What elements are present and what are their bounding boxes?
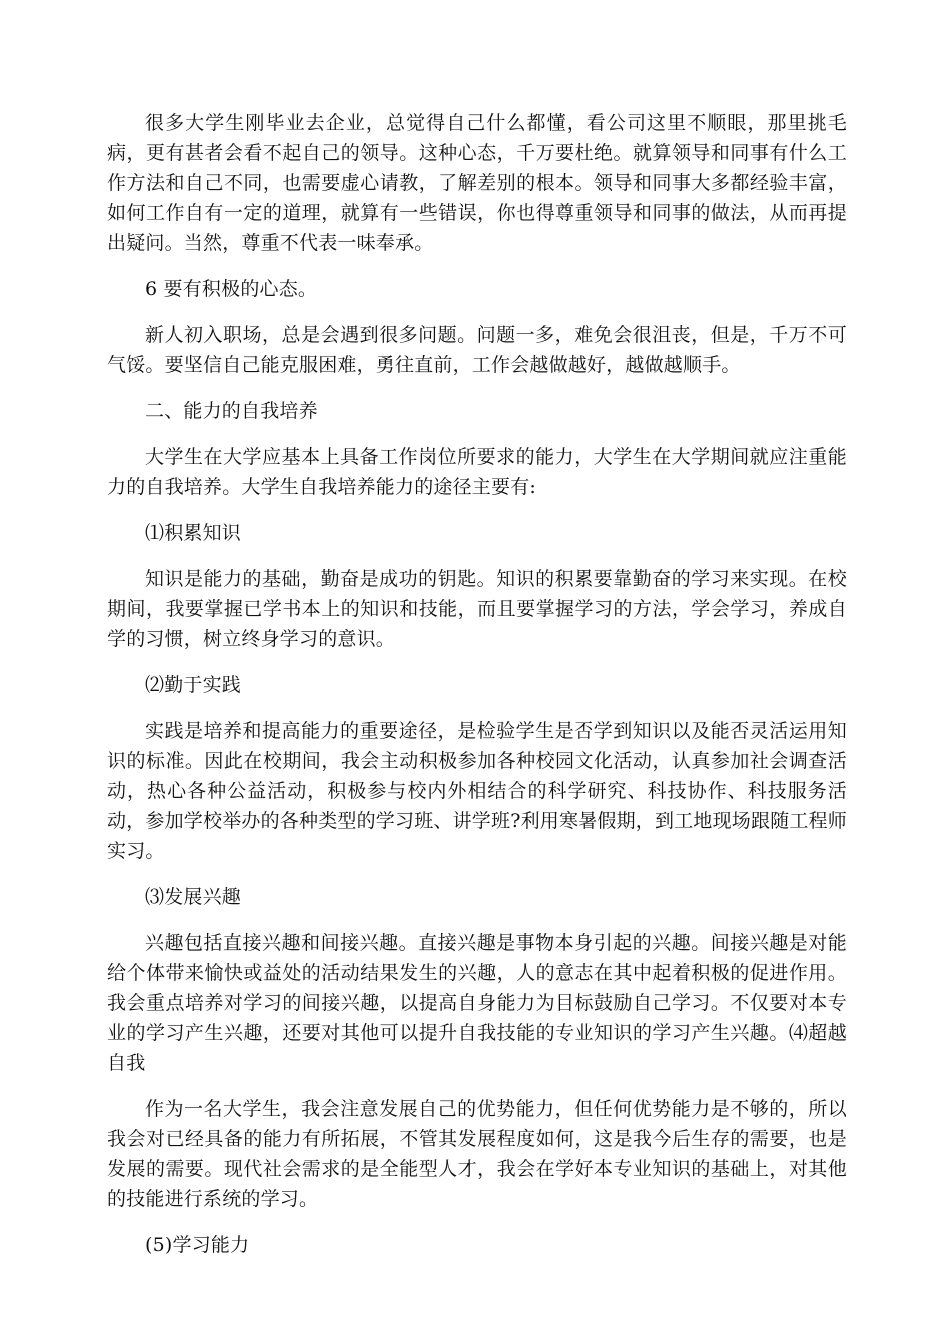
heading-learning-ability: (5)学习能力 (145, 1234, 250, 1256)
heading-positive-attitude: 6 要有积极的心态。 (145, 278, 318, 300)
paragraph-respect-colleagues: 很多大学生刚毕业去企业，总觉得自己什么都懂，看公司这里不顺眼，那里挑毛病，更有甚者会看不起自己的领导。这种心态，千万要杜绝。就算领导和同事有什么工作方法和自己不同，也需要虚心请教，了解差别的根本。领导和同事大多都经验丰富，如何工作自有一定的道理，就算有一些错误，你也得尊重领导和同事的做法，从而再提出疑问。当然，尊重不代表一味奉承。 (107, 112, 847, 254)
paragraph-newcomer-problems: 新人初入职场，总是会遇到很多问题。问题一多，难免会很沮丧，但是，千万不可气馁。要坚信自己能克服困难，勇往直前，工作会越做越好，越做越顺手。 (107, 324, 847, 376)
heading-accumulate-knowledge: ⑴积累知识 (145, 522, 242, 544)
paragraph-ability-intro: 大学生在大学应基本上具备工作岗位所要求的能力，大学生在大学期间就应注重能力的自我培养。大学生自我培养能力的途径主要有: (107, 446, 847, 498)
paragraph-practice: 实践是培养和提高能力的重要途径，是检验学生是否学到知识以及能否灵活运用知识的标准。因此在校期间，我会主动积极参加各种校园文化活动，认真参加社会调查活动，热心各种公益活动，积极参与校内外相结合的科学研究、科技协作、科技服务活动，参加学校举办的各种类型的学习班、讲学班?利用寒暑假期，到工地现场跟随工程师实习。 (107, 720, 847, 862)
paragraph-knowledge: 知识是能力的基础，勤奋是成功的钥匙。知识的积累要靠勤奋的学习来实现。在校期间，我要掌握已学书本上的知识和技能，而且要掌握学习的方法，学会学习，养成自学的习惯，树立终身学习的意识。 (107, 568, 847, 650)
document-body (107, 108, 847, 1276)
heading-self-cultivation: 二、能力的自我培养 (145, 400, 318, 422)
paragraph-interest: 兴趣包括直接兴趣和间接兴趣。直接兴趣是事物本身引起的兴趣。间接兴趣是对能给个体带来愉快或益处的活动结果发生的兴趣，人的意志在其中起着积极的促进作用。我会重点培养对学习的间接兴趣，以提高自身能力为目标鼓励自己学习。不仅要对本专业的学习产生兴趣，还要对其他可以提升自我技能的专业知识的学习产生兴趣。⑷超越自我 (107, 932, 847, 1074)
paragraph-surpass-self: 作为一名大学生，我会注意发展自己的优势能力，但任何优势能力是不够的，所以我会对已经具备的能力有所拓展，不管其发展程度如何，这是我今后生存的需要，也是发展的需要。现代社会需求的是全能型人才，我会在学好本专业知识的基础上，对其他的技能进行系统的学习。 (107, 1098, 847, 1210)
heading-interest: ⑶发展兴趣 (145, 886, 242, 908)
heading-practice: ⑵勤于实践 (145, 674, 242, 696)
